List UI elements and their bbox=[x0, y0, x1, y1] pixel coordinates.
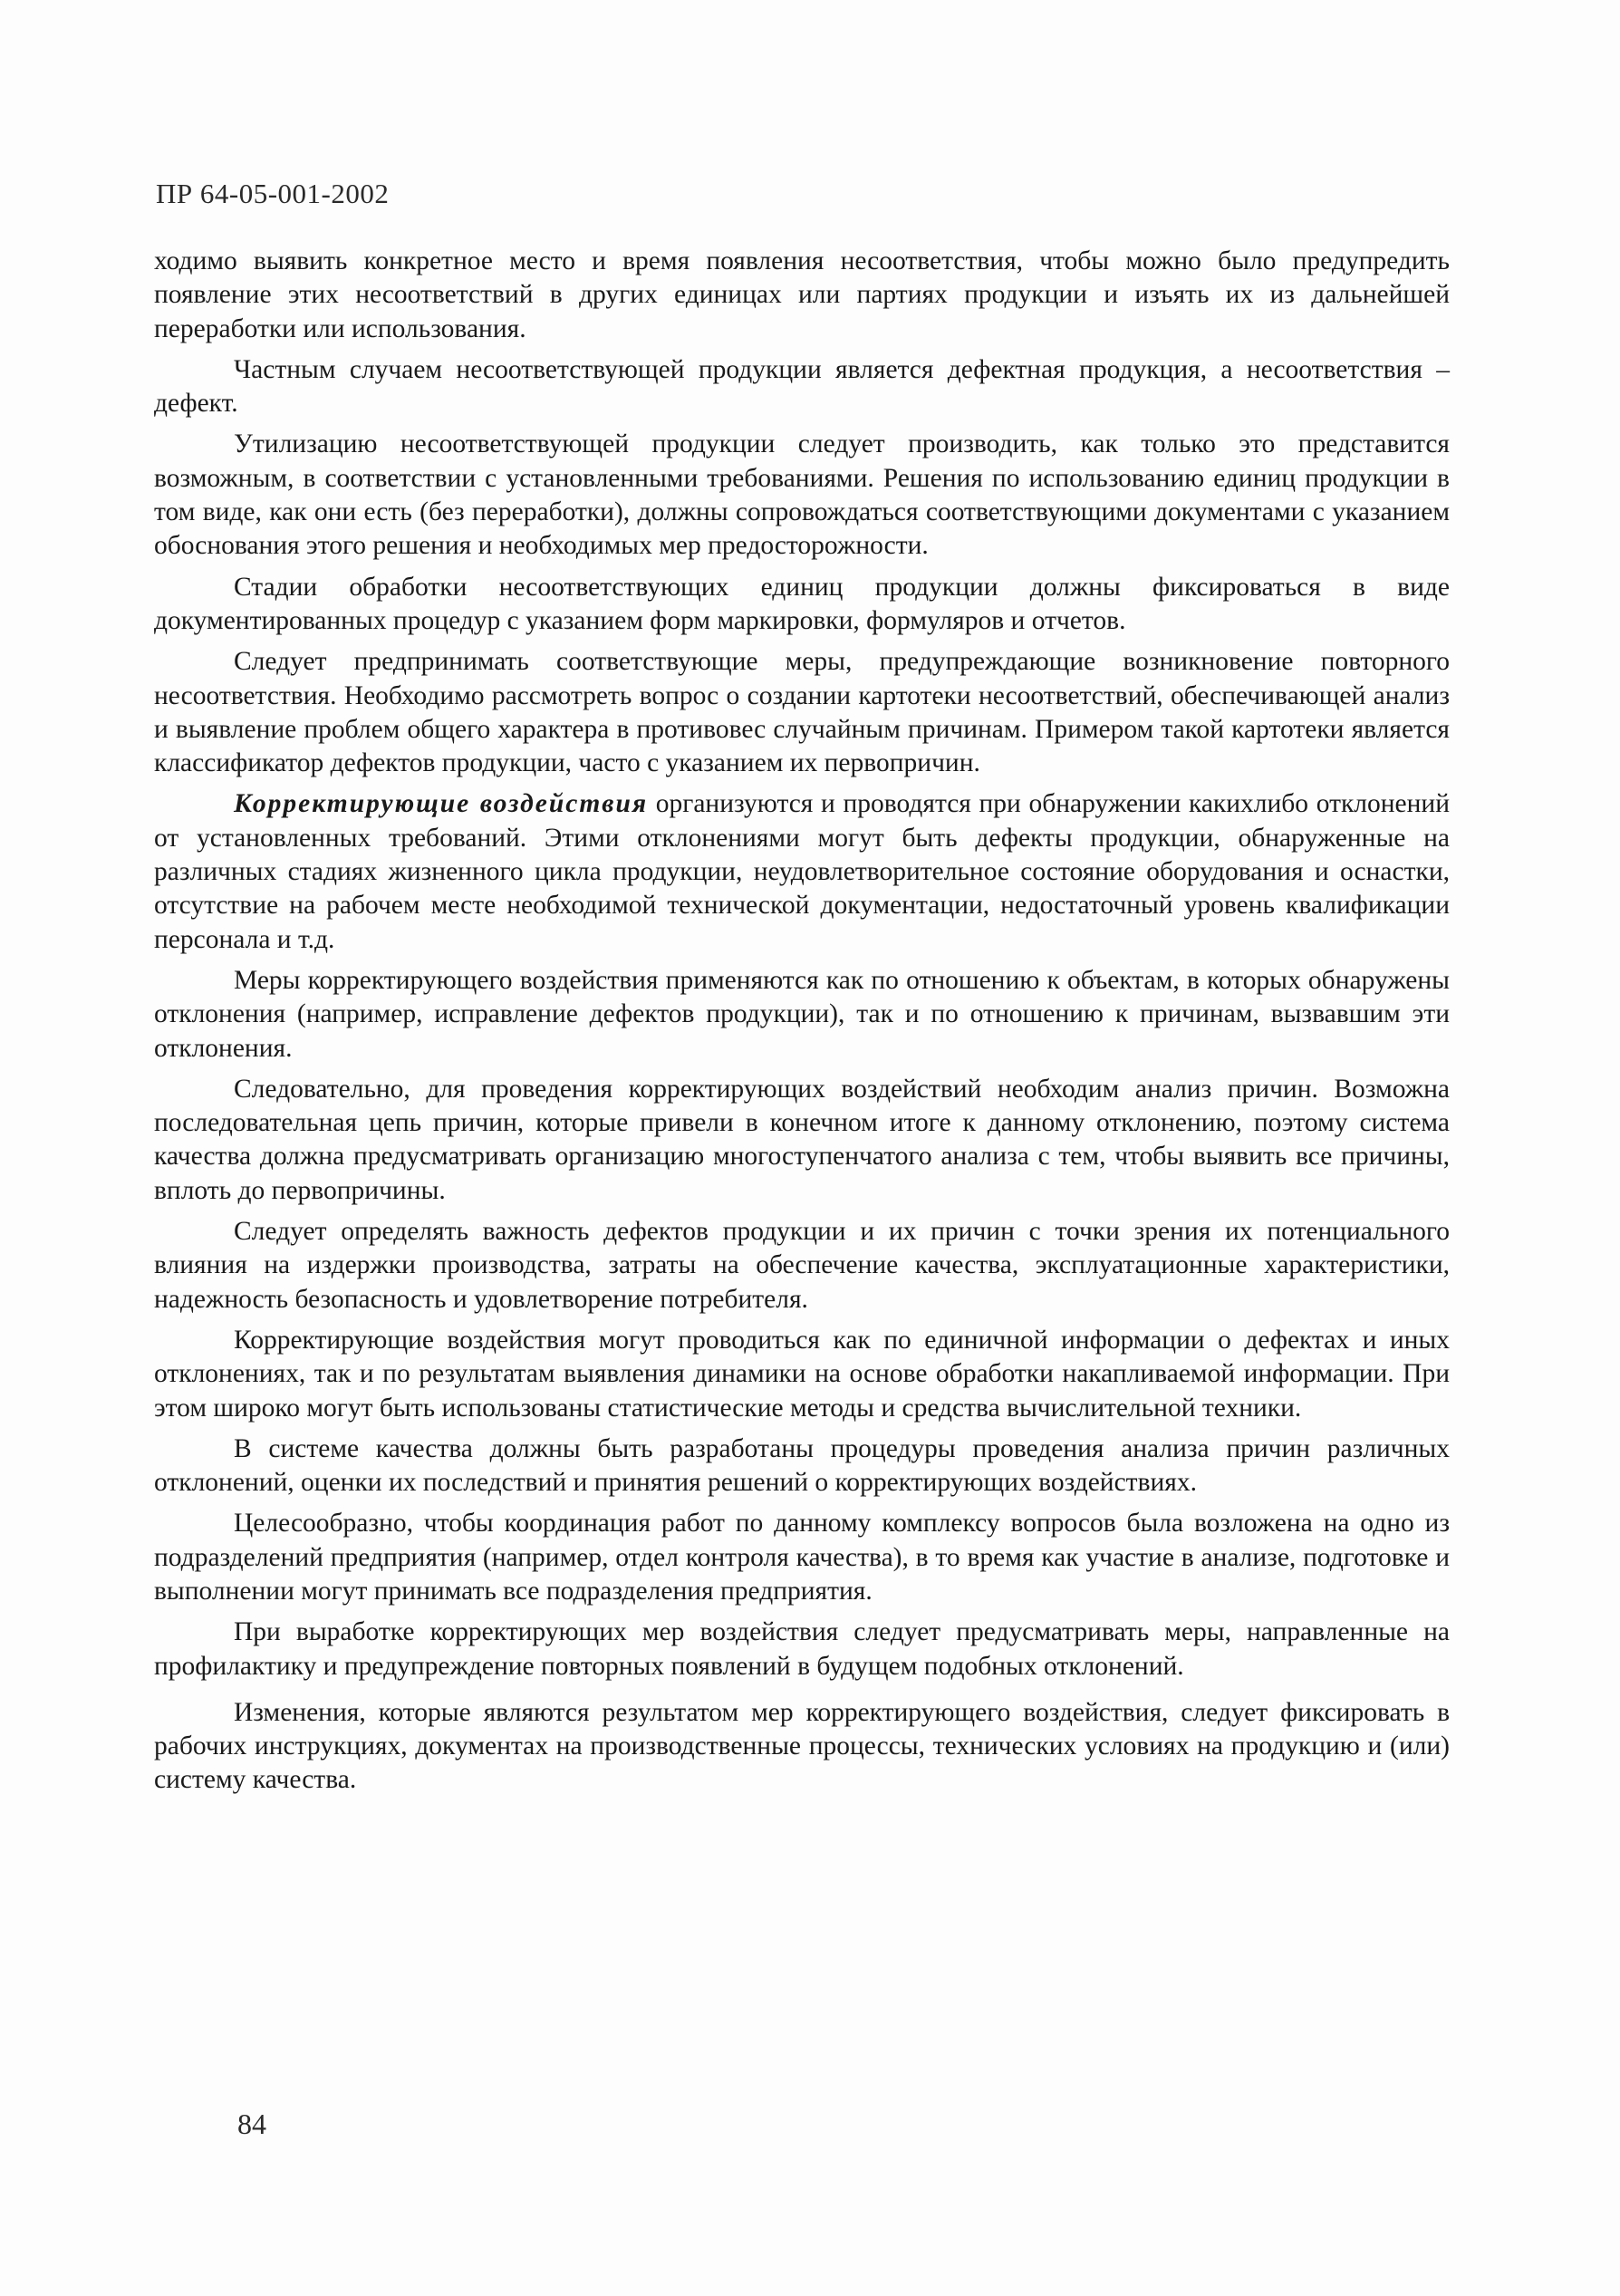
paragraph-defective-product: Частным случаем несоответствующей продукции является дефектная продукция, а несоответствия – дефект. bbox=[154, 354, 1450, 419]
paragraph-continuation: ходимо выявить конкретное место и время появления несоответствия, чтобы можно было предупредить появление этих несоответствий в других единицах или партиях продукции и изъять их из дальнейшей переработки или использования. bbox=[154, 246, 1450, 343]
paragraph-procedures: В системе качества должны быть разработаны процедуры проведения анализа причин различных отклонений, оценки их последствий и принятия решений о корректирующих воздействиях. bbox=[154, 1433, 1450, 1498]
page-number: 84 bbox=[237, 2108, 266, 2140]
paragraph-preventive-measures: Следует предпринимать соответствующие меры, предупреждающие возникновение повторного несоответствия. Необходимо рассмотреть вопрос о создании картотеки несоответствий, обеспечивающей анализ и выявление проблем общего характера в противовес случайным причинам. Примером такой картотеки является классификатор дефектов продукции, часто с указанием их первопричин. bbox=[154, 647, 1450, 778]
paragraph-defect-importance: Следует определять важность дефектов продукции и их причин с точки зрения их потенциального влияния на издержки производства, затраты на обеспечение качества, эксплуатационные характеристики, надежность безопасность и удовлетворение потребителя. bbox=[154, 1217, 1450, 1314]
paragraph-corrective-actions bbox=[154, 787, 1450, 956]
paragraph-utilization: Утилизацию несоответствующей продукции следует производить, как только это представится возможным, в соответствии с установленными требованиями. Решения по использованию единиц продукции в том виде, как они есть (без переработки), должны сопровождаться соответствующими документами с указанием обоснования этого решения и необходимых мер предосторожности. bbox=[154, 429, 1450, 561]
paragraph-cause-analysis: Следовательно, для проведения корректирующих воздействий необходим анализ причин. Возможна последовательная цепь причин, которые привели в конечном итоге к данному отклонению, поэтому система качества должна предусматривать организацию многоступенчатого анализа с тем, чтобы выявить все причины, вплоть до первопричины. bbox=[154, 1074, 1450, 1205]
paragraph-coordination: Целесообразно, чтобы координация работ по данному комплексу вопросов была возложена на одно из подразделений предприятия (например, отдел контроля качества), в то время как участие в анализе, подготовке и выполнении могут принимать все подразделения предприятия. bbox=[154, 1509, 1450, 1606]
paragraph-information-basis: Корректирующие воздействия могут проводиться как по единичной информации о дефектах и иных отклонениях, так и по результатам выявления динамики на основе обработки накапливаемой информации. При этом широко могут быть использованы статистические методы и средства вычислительной техники. bbox=[154, 1325, 1450, 1423]
paragraph-prevention: При выработке корректирующих мер воздействия следует предусматривать меры, направленные на профилактику и предупреждение повторных появлений в будущем подобных отклонений. bbox=[154, 1617, 1450, 1681]
document-code-header: ПР 64-05-001-2002 bbox=[156, 178, 390, 209]
paragraph-changes: Изменения, которые являются результатом мер корректирующего воздействия, следует фиксировать в рабочих инструкциях, документах на производственные процессы, технических условиях на продукцию и (или) систему качества. bbox=[154, 1697, 1450, 1795]
term-corrective-actions: Корректирующие воздействия bbox=[234, 789, 649, 819]
paragraph-corrective-measures: Меры корректирующего воздействия применяются как по отношению к объектам, в которых обнаружены отклонения (например, исправление дефектов продукции), так и по отношению к причинам, вызвавшим эти отклонения. bbox=[154, 965, 1450, 1063]
corrective-actions-text: организуются и проводятся при обнаружении какихлибо отклонений от установленных требований. Этими отклонениями могут быть дефекты продукции, обнаруженные на различных стадиях жизненного цикла продукции, неудовлетворительное состояние оборудования и оснастки, отсутствие на рабочем месте необходимой технической документации, недостаточный уровень квалификации персонала и т.д. bbox=[154, 789, 1451, 954]
paragraph-processing-stages: Стадии обработки несоответствующих единиц продукции должны фиксироваться в виде документированных процедур с указанием форм маркировки, формуляров и отчетов. bbox=[154, 572, 1450, 635]
document-body bbox=[154, 245, 1450, 1805]
